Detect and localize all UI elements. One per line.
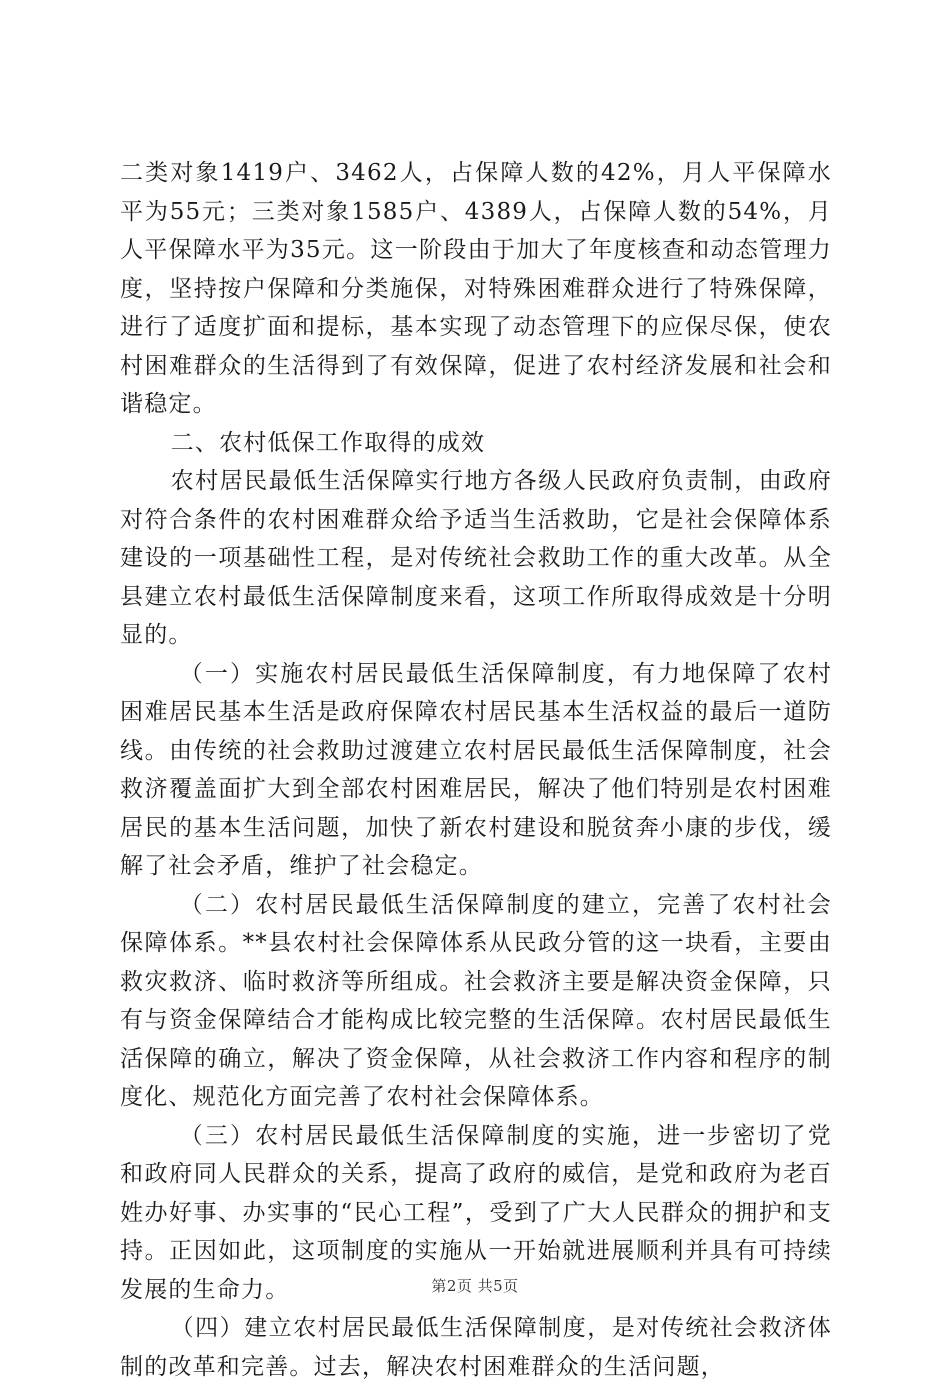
document-body <box>120 154 832 1386</box>
paragraph-item-3: （三）农村居民最低生活保障制度的实施，进一步密切了党和政府同人民群众的关系，提高了政府的威信，是党和政府为老百姓办好事、办实事的“民心工程”，受到了广大人民群众的拥护和支持。正因如此，这项制度的实施从一开始就进展顺利并具有可持续发展的生命力。 <box>120 1122 832 1303</box>
paragraph-item-1: （一）实施农村居民最低生活保障制度，有力地保障了农村困难居民基本生活是政府保障农村居民基本生活权益的最后一道防线。由传统的社会救助过渡建立农村居民最低生活保障制度，社会救济覆盖面扩大到全部农村困难居民，解决了他们特别是农村困难居民的基本生活问题，加快了新农村建设和脱贫奔小康的步伐，缓解了社会矛盾，维护了社会稳定。 <box>120 660 832 879</box>
paragraph-item-4: （四）建立农村居民最低生活保障制度，是对传统社会救济体制的改革和完善。过去，解决农村困难群众的生活问题， <box>120 1315 832 1380</box>
page-number-footer: 第2页 共5页 <box>431 1277 519 1295</box>
paragraph-continued: 二类对象1419户、3462人，占保障人数的42%，月人平保障水平为55元；三类对象1585户、4389人，占保障人数的54%，月人平保障水平为35元。这一阶段由于加大了年度核查和动态管理力度，坚持按户保障和分类施保，对特殊困难群众进行了特殊保障，进行了适度扩面和提标，基本实现了动态管理下的应保尽保，使农村困难群众的生活得到了有效保障，促进了农村经济发展和社会和谐稳定。 <box>120 160 832 417</box>
paragraph-item-2: （二）农村居民最低生活保障制度的建立，完善了农村社会保障体系。**县农村社会保障体系从民政分管的这一块看，主要由救灾救济、临时救济等所组成。社会救济主要是解决资金保障，只有与资金保障结合才能构成比较完整的生活保障。农村居民最低生活保障的确立，解决了资金保障，从社会救济工作内容和程序的制度化、规范化方面完善了农村社会保障体系。 <box>120 891 832 1110</box>
section-heading: 二、农村低保工作取得的成效 <box>170 429 486 456</box>
paragraph: 农村居民最低生活保障实行地方各级人民政府负责制，由政府对符合条件的农村困难群众给予适当生活救助，它是社会保障体系建设的一项基础性工程，是对传统社会救助工作的重大改革。从全县建立农村最低生活保障制度来看，这项工作所取得成效是十分明显的。 <box>120 468 832 648</box>
